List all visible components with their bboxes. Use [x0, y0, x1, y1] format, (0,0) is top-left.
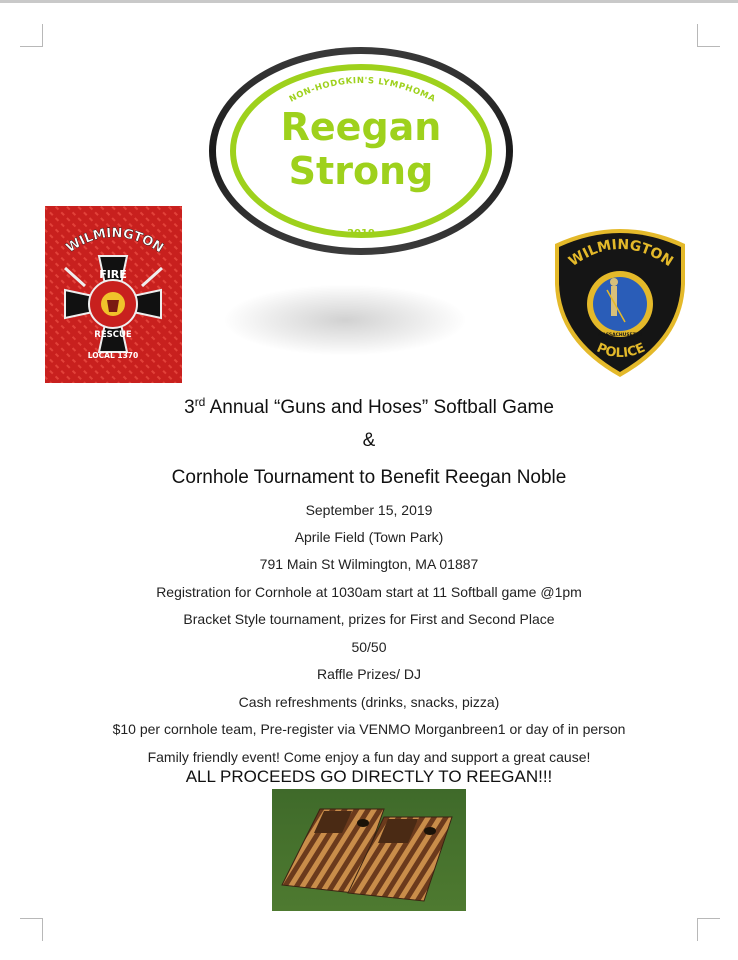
title-ampersand: &	[362, 430, 376, 451]
police-seal-text: MASSACHUSETTS	[597, 333, 643, 338]
fire-badge-top-text: WILMINGTON	[63, 225, 166, 257]
title-text: Annual “Guns and Hoses” Softball Game	[205, 397, 554, 418]
page-top-border	[0, 0, 738, 3]
fire-badge-local-label: LOCAL 1370	[87, 351, 139, 360]
logo-title-line1: Reegan	[280, 105, 442, 149]
detail-venue: Aprile Field (Town Park)	[294, 529, 444, 545]
crop-mark-bottom-left	[20, 918, 43, 941]
event-subtitle: Cornhole Tournament to Benefit Reegan Noble	[171, 467, 567, 488]
fire-badge-fire-label: FIRE	[99, 268, 127, 281]
crop-mark-bottom-right	[697, 918, 720, 941]
event-title	[0, 395, 738, 419]
logo-title-line2: Strong	[288, 149, 434, 193]
police-patch-bottom-text: POLICE	[594, 340, 648, 362]
wilmington-fire-rescue-badge	[45, 206, 182, 383]
fire-badge-rescue-label: RESCUE	[94, 330, 132, 340]
detail-raffle: Raffle Prizes/ DJ	[317, 666, 421, 682]
title-ordinal-suffix: rd	[194, 395, 206, 409]
logo-year: 2019	[347, 228, 375, 239]
detail-bracket-info: Bracket Style tournament, prizes for First and Second Place	[183, 611, 555, 627]
logo-arc-text: NON-HODGKIN'S LYMPHOMA	[287, 75, 438, 105]
detail-registration-times: Registration for Cornhole at 1030am start at 11 Softball game @1pm	[156, 584, 582, 600]
detail-family-event: Family friendly event! Come enjoy a fun day and support a great cause!	[147, 749, 591, 765]
police-patch-top-text: WILMINGTON	[566, 236, 676, 270]
title-ordinal-number: 3	[184, 397, 195, 418]
detail-address: 791 Main St Wilmington, MA 01887	[259, 556, 479, 572]
detail-refreshments: Cash refreshments (drinks, snacks, pizza)	[238, 694, 500, 710]
crop-mark-top-right	[697, 24, 720, 47]
detail-date: September 15, 2019	[305, 502, 433, 518]
reegan-strong-logo	[206, 44, 516, 259]
crop-mark-top-left	[20, 24, 43, 47]
cornhole-boards-photo	[272, 789, 466, 911]
detail-team-fee: $10 per cornhole team, Pre-register via VENMO Morganbreen1 or day of in person	[112, 721, 626, 737]
detail-fifty-fifty: 50/50	[351, 639, 387, 655]
wilmington-police-patch	[549, 222, 691, 379]
proceeds-callout: ALL PROCEEDS GO DIRECTLY TO REEGAN!!!	[185, 767, 553, 786]
logo-shadow	[225, 285, 465, 355]
